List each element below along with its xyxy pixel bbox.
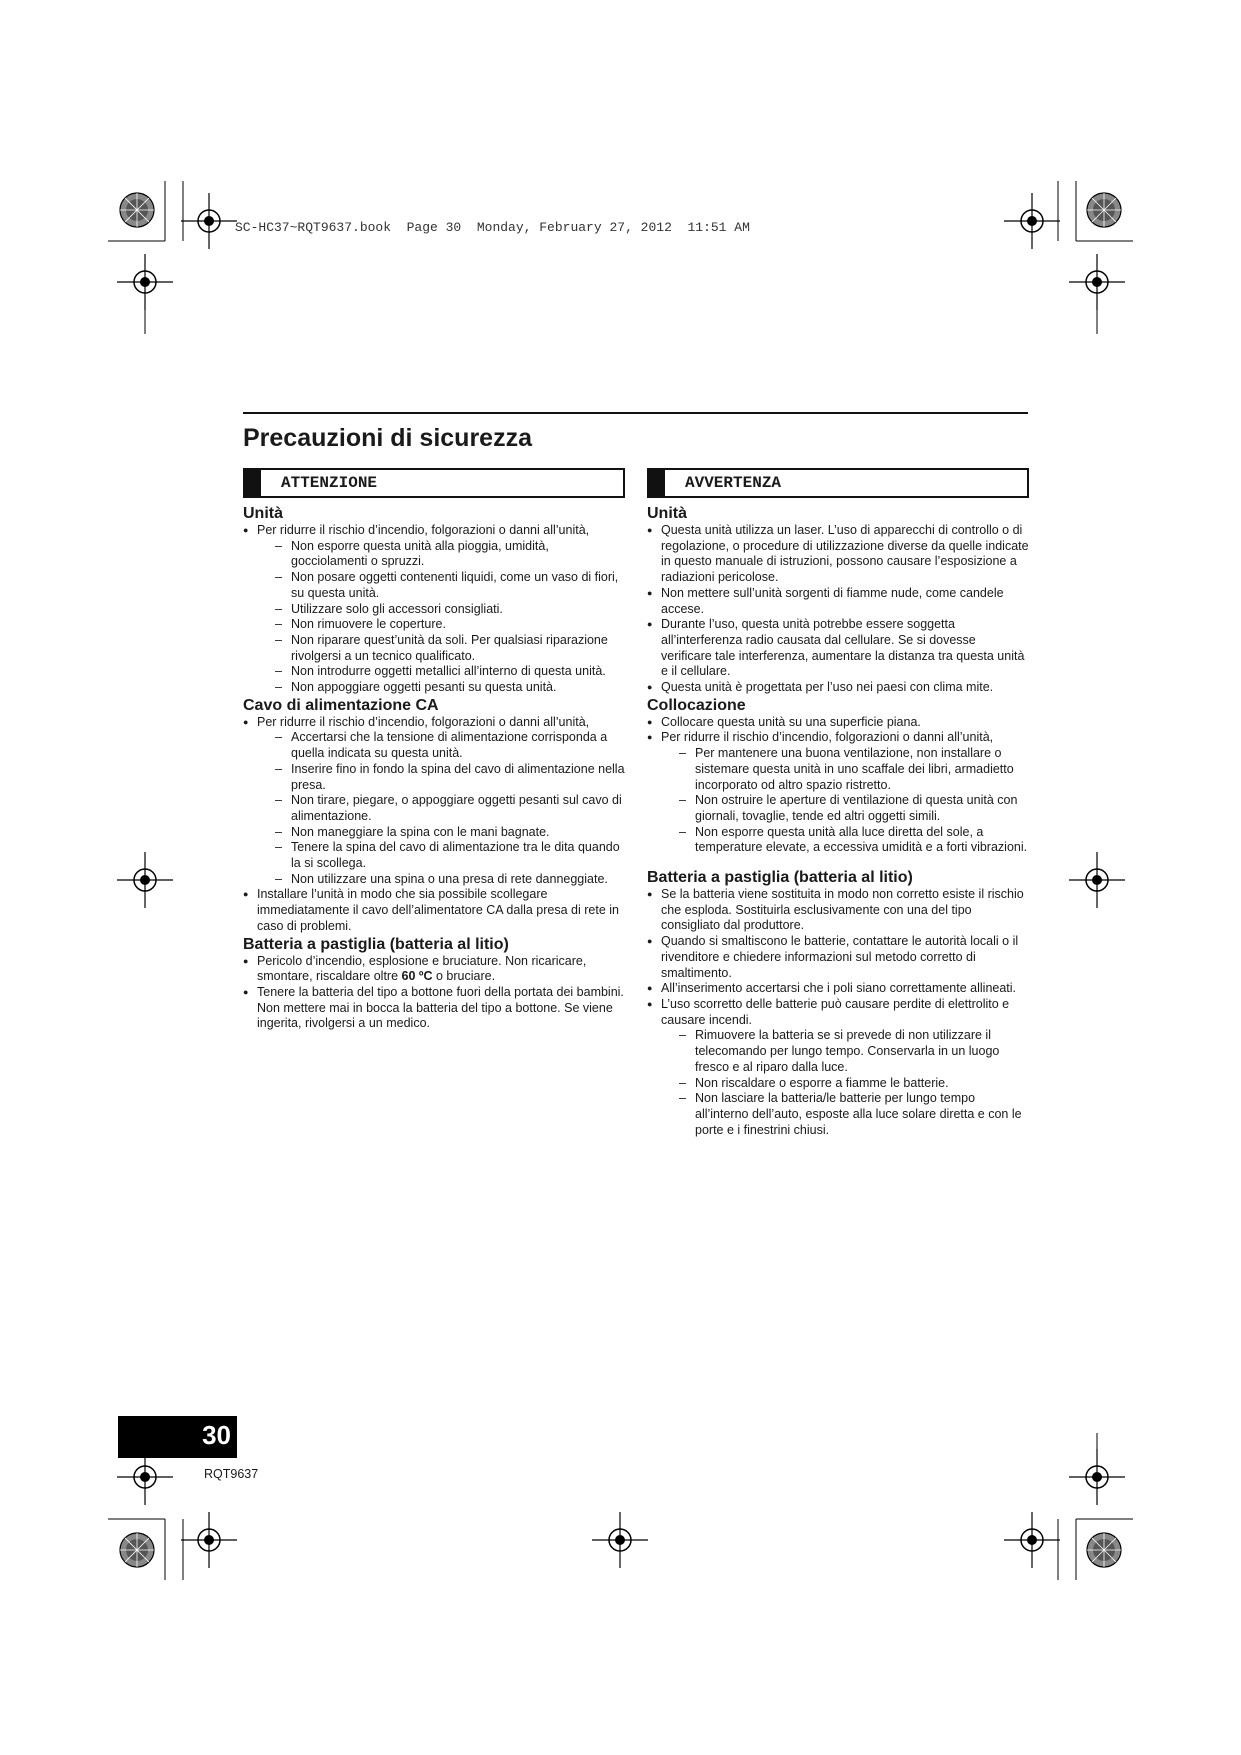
bullet-item (647, 586, 1029, 617)
attenzione-banner (243, 468, 625, 498)
bullet-text: Installare l’unità in modo che sia possibile scollegare immediatamente il cavo dell’alimentatore CA dalla presa di rete in caso di problemi. (257, 887, 619, 933)
bullet-item (243, 954, 625, 985)
sub-item: – Tenere la spina del cavo di alimentazione tra le dita quando la si scollega. (275, 840, 625, 871)
section-heading: Batteria a pastiglia (batteria al litio) (647, 869, 913, 887)
title-rule (243, 412, 1028, 414)
banner-bar (245, 470, 261, 496)
sub-item: – Non rimuovere le coperture. (275, 617, 625, 633)
sub-item: – Non utilizzare una spina o una presa di rete danneggiate. (275, 872, 625, 888)
bullet-text: Questa unità è progettata per l’uso nei paesi con clima mite. (661, 680, 994, 695)
sub-list (257, 730, 625, 887)
bullet-text: Questa unità utilizza un laser. L’uso di apparecchi di controllo o di regolazione, o procedure di utilizzazione diverse da quelle indicate in questo manuale di istruzioni, possono causare l’esposizione a radiazioni pericolose. (661, 523, 1029, 585)
bullet-item (647, 887, 1029, 934)
bullet-list (647, 523, 1029, 696)
bullet-item (243, 523, 625, 696)
bullet-list (647, 887, 1029, 1138)
sub-item: – Per mantenere una buona ventilazione, non installare o sistemare questa unità in uno scaffale dei libri, armadietto incorporato od altro spazio ristretto. (679, 746, 1029, 793)
bullet-list (647, 715, 1029, 856)
bullet-item (647, 981, 1029, 997)
bullet-item (647, 523, 1029, 586)
bullet-list (243, 523, 625, 696)
sections-left (243, 504, 625, 1032)
bullet-text: L’uso scorretto delle batterie può causare perdite di elettrolito e causare incendi. (661, 996, 1010, 1027)
bullet-text-end: o bruciare. (435, 969, 496, 984)
print-header: SC-HC37~RQT9637.book Page 30 Monday, February 27, 2012 11:51 AM (235, 220, 750, 235)
bullet-text: Durante l’uso, questa unità potrebbe essere soggetta all’interferenza radio causata dal cellulare. Se si dovesse verificare tale interferenza, aumentare la distanza tra questa unità e il cellulare. (661, 617, 1025, 679)
sub-item: – Accertarsi che la tensione di alimentazione corrisponda a quella indicata su questa unità. (275, 730, 625, 761)
sub-item: – Non riscaldare o esporre a fiamme le batterie. (679, 1076, 1029, 1092)
avvertenza-banner (647, 468, 1029, 498)
bullet-text: All’inserimento accertarsi che i poli siano correttamente allineati. (661, 981, 1017, 996)
bullet-item (243, 715, 625, 888)
banner-bar (649, 470, 665, 496)
bullet-text: Non mettere sull’unità sorgenti di fiamme nude, come candele accese. (661, 585, 1004, 616)
page-number-box (118, 1416, 237, 1458)
bullet-text: Collocare questa unità su una superficie piana. (661, 714, 921, 729)
column-left (243, 468, 625, 1032)
sub-list (257, 539, 625, 696)
bullet-item (647, 997, 1029, 1138)
sub-item: – Non ostruire le aperture di ventilazione di questa unità con giornali, tovaglie, tende ed altri oggetti simili. (679, 793, 1029, 824)
banner-label: AVVERTENZA (685, 474, 782, 492)
bullet-item (647, 715, 1029, 731)
sub-item: – Non esporre questa unità alla pioggia, umidità, gocciolamenti o spruzzi. (275, 539, 625, 570)
temperature-value: 60 ºC (401, 969, 433, 984)
bullet-text: Pericolo d’incendio, esplosione e bruciature. Non ricaricare, smontare, riscaldare oltre (257, 953, 587, 984)
bullet-text: Tenere la batteria del tipo a bottone fuori della portata dei bambini. Non mettere mai in bocca la batteria del tipo a bottone. Se viene ingerita, rivolgersi a un medico. (257, 984, 624, 1031)
bullet-item (243, 887, 625, 934)
sub-item: – Non riparare quest’unità da soli. Per qualsiasi riparazione rivolgersi a un tecnico qualificato. (275, 633, 625, 664)
sub-item: – Non maneggiare la spina con le mani bagnate. (275, 825, 625, 841)
sub-item: – Non appoggiare oggetti pesanti su questa unità. (275, 680, 625, 696)
page-number: 30 (202, 1420, 231, 1450)
sub-item: – Non esporre questa unità alla luce diretta del sole, a temperature elevate, a eccessiva umidità e a forti vibrazioni. (679, 825, 1029, 856)
section-heading: Collocazione (647, 696, 746, 714)
section-heading: Unità (243, 505, 283, 522)
sub-item: – Non posare oggetti contenenti liquidi, come un vaso di fiori, su questa unità. (275, 570, 625, 601)
bullet-item (647, 680, 1029, 696)
sub-item: – Non introdurre oggetti metallici all’interno di questa unità. (275, 664, 625, 680)
bullet-text: Per ridurre il rischio d’incendio, folgorazioni o danni all’unità, (257, 714, 590, 729)
section-heading: Cavo di alimentazione CA (243, 696, 439, 714)
sections-right (647, 504, 1029, 1138)
bullet-item (647, 934, 1029, 981)
bullet-list (243, 954, 625, 1033)
bullet-item (243, 985, 625, 1032)
sub-item: – Inserire fino in fondo la spina del cavo di alimentazione nella presa. (275, 762, 625, 793)
bullet-text: Se la batteria viene sostituita in modo non corretto esiste il rischio che esploda. Sostituirla esclusivamente con una del tipo consigliato dal produttore. (661, 887, 1024, 933)
column-right (647, 468, 1029, 1138)
bullet-list (243, 715, 625, 935)
sub-item: – Rimuovere la batteria se si prevede di non utilizzare il telecomando per lungo tempo. Conservarla in un luogo fresco e al riparo dalla luce. (679, 1028, 1029, 1075)
sub-item: – Utilizzare solo gli accessori consigliati. (275, 602, 625, 618)
page-title: Precauzioni di sicurezza (243, 424, 532, 452)
sub-list (661, 746, 1029, 856)
banner-label: ATTENZIONE (281, 474, 378, 492)
sub-item: – Non tirare, piegare, o appoggiare oggetti pesanti sul cavo di alimentazione. (275, 793, 625, 824)
bullet-item (647, 617, 1029, 680)
sub-list (661, 1028, 1029, 1138)
bullet-text: Per ridurre il rischio d’incendio, folgorazioni o danni all’unità, (661, 730, 994, 745)
document-code: RQT9637 (204, 1467, 259, 1481)
bullet-text: Quando si smaltiscono le batterie, contattare le autorità locali o il rivenditore e chiedere informazioni sul metodo corretto di smaltimento. (661, 934, 1019, 980)
sub-item: – Non lasciare la batteria/le batterie per lungo tempo all’interno dell’auto, esposte alla luce solare diretta e con le porte e i finestrini chiusi. (679, 1091, 1029, 1138)
section-heading: Batteria a pastiglia (batteria al litio) (243, 935, 509, 953)
bullet-text: Per ridurre il rischio d’incendio, folgorazioni o danni all’unità, (257, 523, 590, 537)
bullet-item (647, 730, 1029, 856)
section-heading: Unità (647, 505, 687, 522)
